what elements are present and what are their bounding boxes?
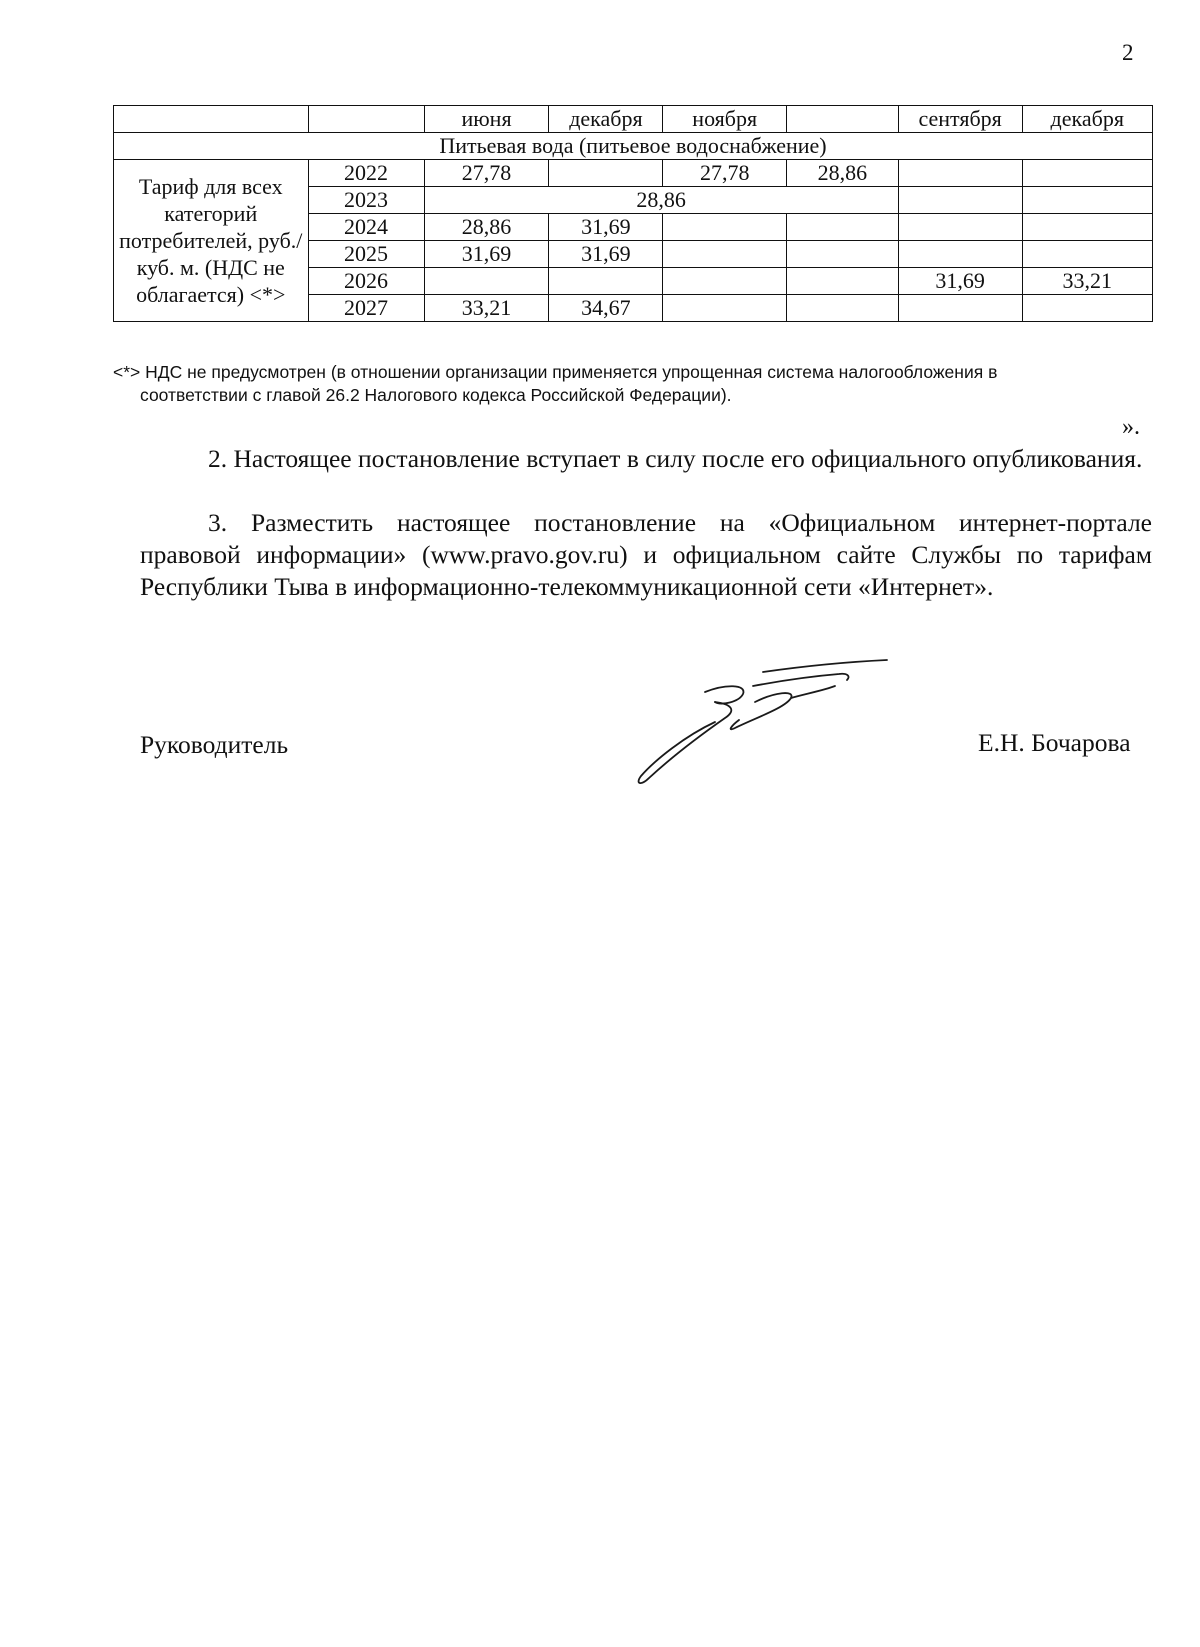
value-cell xyxy=(898,160,1022,187)
header-cell xyxy=(114,106,309,133)
table-row xyxy=(114,160,1153,187)
value-cell-merged: 28,86 xyxy=(424,187,898,214)
tariff-table xyxy=(113,105,1153,322)
value-cell xyxy=(663,241,787,268)
value-cell xyxy=(1022,214,1153,241)
paragraph-2: 2. Настоящее постановление вступает в силу после его официального опубликования. xyxy=(208,444,1143,473)
value-cell xyxy=(898,187,1022,214)
value-cell xyxy=(663,214,787,241)
table-section-row xyxy=(114,133,1153,160)
footnote-line-1: <*> НДС не предусмотрен (в отношении организации применяется упрощенная система налогообложения в xyxy=(113,362,998,382)
page-number: 2 xyxy=(1122,40,1134,65)
value-cell xyxy=(898,295,1022,322)
header-cell: декабря xyxy=(1022,106,1153,133)
value-cell: 28,86 xyxy=(424,214,549,241)
section-title: Питьевая вода (питьевое водоснабжение) xyxy=(114,133,1153,160)
year-cell: 2022 xyxy=(308,160,424,187)
value-cell: 33,21 xyxy=(1022,268,1153,295)
value-cell xyxy=(898,214,1022,241)
value-cell xyxy=(663,268,787,295)
year-cell: 2026 xyxy=(308,268,424,295)
value-cell xyxy=(549,160,663,187)
signer-name: Е.Н. Бочарова xyxy=(978,728,1131,757)
value-cell xyxy=(787,295,899,322)
value-cell: 27,78 xyxy=(424,160,549,187)
value-cell: 31,69 xyxy=(898,268,1022,295)
header-cell: ноября xyxy=(663,106,787,133)
header-cell: сентября xyxy=(898,106,1022,133)
row-label: Тариф для всех категорий потребителей, руб./куб. м. (НДС не облагается) <*> xyxy=(114,160,309,322)
value-cell: 31,69 xyxy=(549,241,663,268)
value-cell: 31,69 xyxy=(424,241,549,268)
footnote xyxy=(113,361,1153,407)
value-cell: 34,67 xyxy=(549,295,663,322)
signer-title: Руководитель xyxy=(140,730,289,759)
value-cell xyxy=(787,214,899,241)
year-cell: 2027 xyxy=(308,295,424,322)
closing-quote: ». xyxy=(1122,414,1140,440)
value-cell: 33,21 xyxy=(424,295,549,322)
value-cell: 31,69 xyxy=(549,214,663,241)
handwritten-signature xyxy=(635,650,935,790)
value-cell xyxy=(1022,241,1153,268)
table-header-row xyxy=(114,106,1153,133)
paragraph-3: 3. Разместить настоящее постановление на «Официальном интернет-портале правовой информации» (www.pravo.gov.ru) и официальном сайте Службы по тарифам Республики Тыва в информационно-телекоммуникационной сети «Интернет». xyxy=(140,508,1152,601)
value-cell xyxy=(1022,187,1153,214)
value-cell xyxy=(787,268,899,295)
value-cell xyxy=(898,241,1022,268)
year-cell: 2023 xyxy=(308,187,424,214)
value-cell xyxy=(424,268,549,295)
year-cell: 2024 xyxy=(308,214,424,241)
value-cell xyxy=(549,268,663,295)
value-cell: 27,78 xyxy=(663,160,787,187)
value-cell xyxy=(1022,295,1153,322)
footnote-line-2: соответствии с главой 26.2 Налогового кодекса Российской Федерации). xyxy=(140,385,732,405)
value-cell xyxy=(1022,160,1153,187)
header-cell: июня xyxy=(424,106,549,133)
header-cell xyxy=(787,106,899,133)
year-cell: 2025 xyxy=(308,241,424,268)
value-cell xyxy=(663,295,787,322)
header-cell: декабря xyxy=(549,106,663,133)
value-cell xyxy=(787,241,899,268)
value-cell: 28,86 xyxy=(787,160,899,187)
header-cell xyxy=(308,106,424,133)
